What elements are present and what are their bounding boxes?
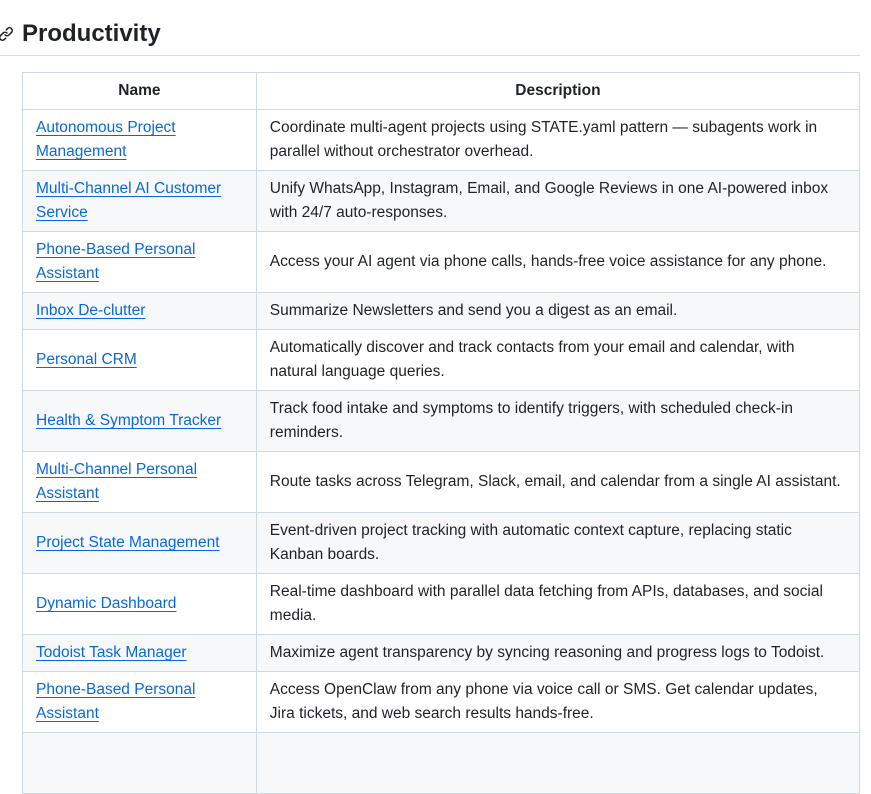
name-cell — [23, 513, 257, 574]
table-header-row — [23, 73, 860, 110]
section-title: Productivity — [22, 20, 161, 47]
description-cell: Access OpenClaw from any phone via voice call or SMS. Get calendar updates, Jira tickets, and web search results hands-free. — [256, 672, 859, 733]
description-cell: Automatically discover and track contacts from your email and calendar, with natural language queries. — [256, 330, 859, 391]
table-row — [23, 635, 860, 672]
name-cell — [23, 293, 257, 330]
row-link[interactable]: Dynamic Dashboard — [36, 595, 177, 612]
row-link[interactable]: Multi-Channel Personal Assistant — [36, 461, 198, 502]
name-cell — [23, 574, 257, 635]
header-description: Description — [256, 73, 859, 110]
description-cell: Event-driven project tracking with automatic context capture, replacing static Kanban boards. — [256, 513, 859, 574]
name-cell — [23, 391, 257, 452]
name-cell — [23, 635, 257, 672]
description-cell: Access your AI agent via phone calls, hands-free voice assistance for any phone. — [256, 232, 859, 293]
name-cell — [23, 452, 257, 513]
table-row — [23, 232, 860, 293]
description-cell: Coordinate multi-agent projects using STATE.yaml pattern — subagents work in parallel without orchestrator overhead. — [256, 110, 859, 171]
name-cell — [23, 232, 257, 293]
row-link[interactable]: Todoist Task Manager — [36, 644, 187, 661]
name-cell — [23, 330, 257, 391]
description-cell: Route tasks across Telegram, Slack, email, and calendar from a single AI assistant. — [256, 452, 859, 513]
description-cell: Real-time dashboard with parallel data fetching from APIs, databases, and social media. — [256, 574, 859, 635]
row-link[interactable]: Autonomous Project Management — [36, 119, 176, 160]
link-icon[interactable] — [0, 26, 14, 42]
table-row — [23, 452, 860, 513]
table-row — [23, 110, 860, 171]
description-cell: Maximize agent transparency by syncing reasoning and progress logs to Todoist. — [256, 635, 859, 672]
table-row — [23, 513, 860, 574]
name-cell — [23, 171, 257, 232]
description-cell: Track food intake and symptoms to identify triggers, with scheduled check-in reminders. — [256, 391, 859, 452]
table-row — [23, 391, 860, 452]
table-row — [23, 171, 860, 232]
row-link[interactable]: Health & Symptom Tracker — [36, 412, 222, 429]
row-link[interactable]: Inbox De-clutter — [36, 302, 146, 319]
section-heading — [0, 18, 860, 56]
description-cell: Summarize Newsletters and send you a digest as an email. — [256, 293, 859, 330]
description-cell: Unify WhatsApp, Instagram, Email, and Google Reviews in one AI-powered inbox with 24/7 auto-responses. — [256, 171, 859, 232]
row-link[interactable]: Phone-Based Personal Assistant — [36, 241, 196, 282]
row-link[interactable]: Phone-Based Personal Assistant — [36, 681, 196, 722]
table-row — [23, 293, 860, 330]
name-cell — [23, 672, 257, 733]
name-cell — [23, 110, 257, 171]
table-row — [23, 672, 860, 733]
productivity-table — [22, 72, 860, 794]
row-link[interactable]: Personal CRM — [36, 351, 137, 368]
table-row — [23, 574, 860, 635]
table-row — [23, 330, 860, 391]
row-link[interactable]: Project State Management — [36, 534, 220, 551]
header-name: Name — [23, 73, 257, 110]
row-link[interactable]: Multi-Channel AI Customer Service — [36, 180, 222, 221]
